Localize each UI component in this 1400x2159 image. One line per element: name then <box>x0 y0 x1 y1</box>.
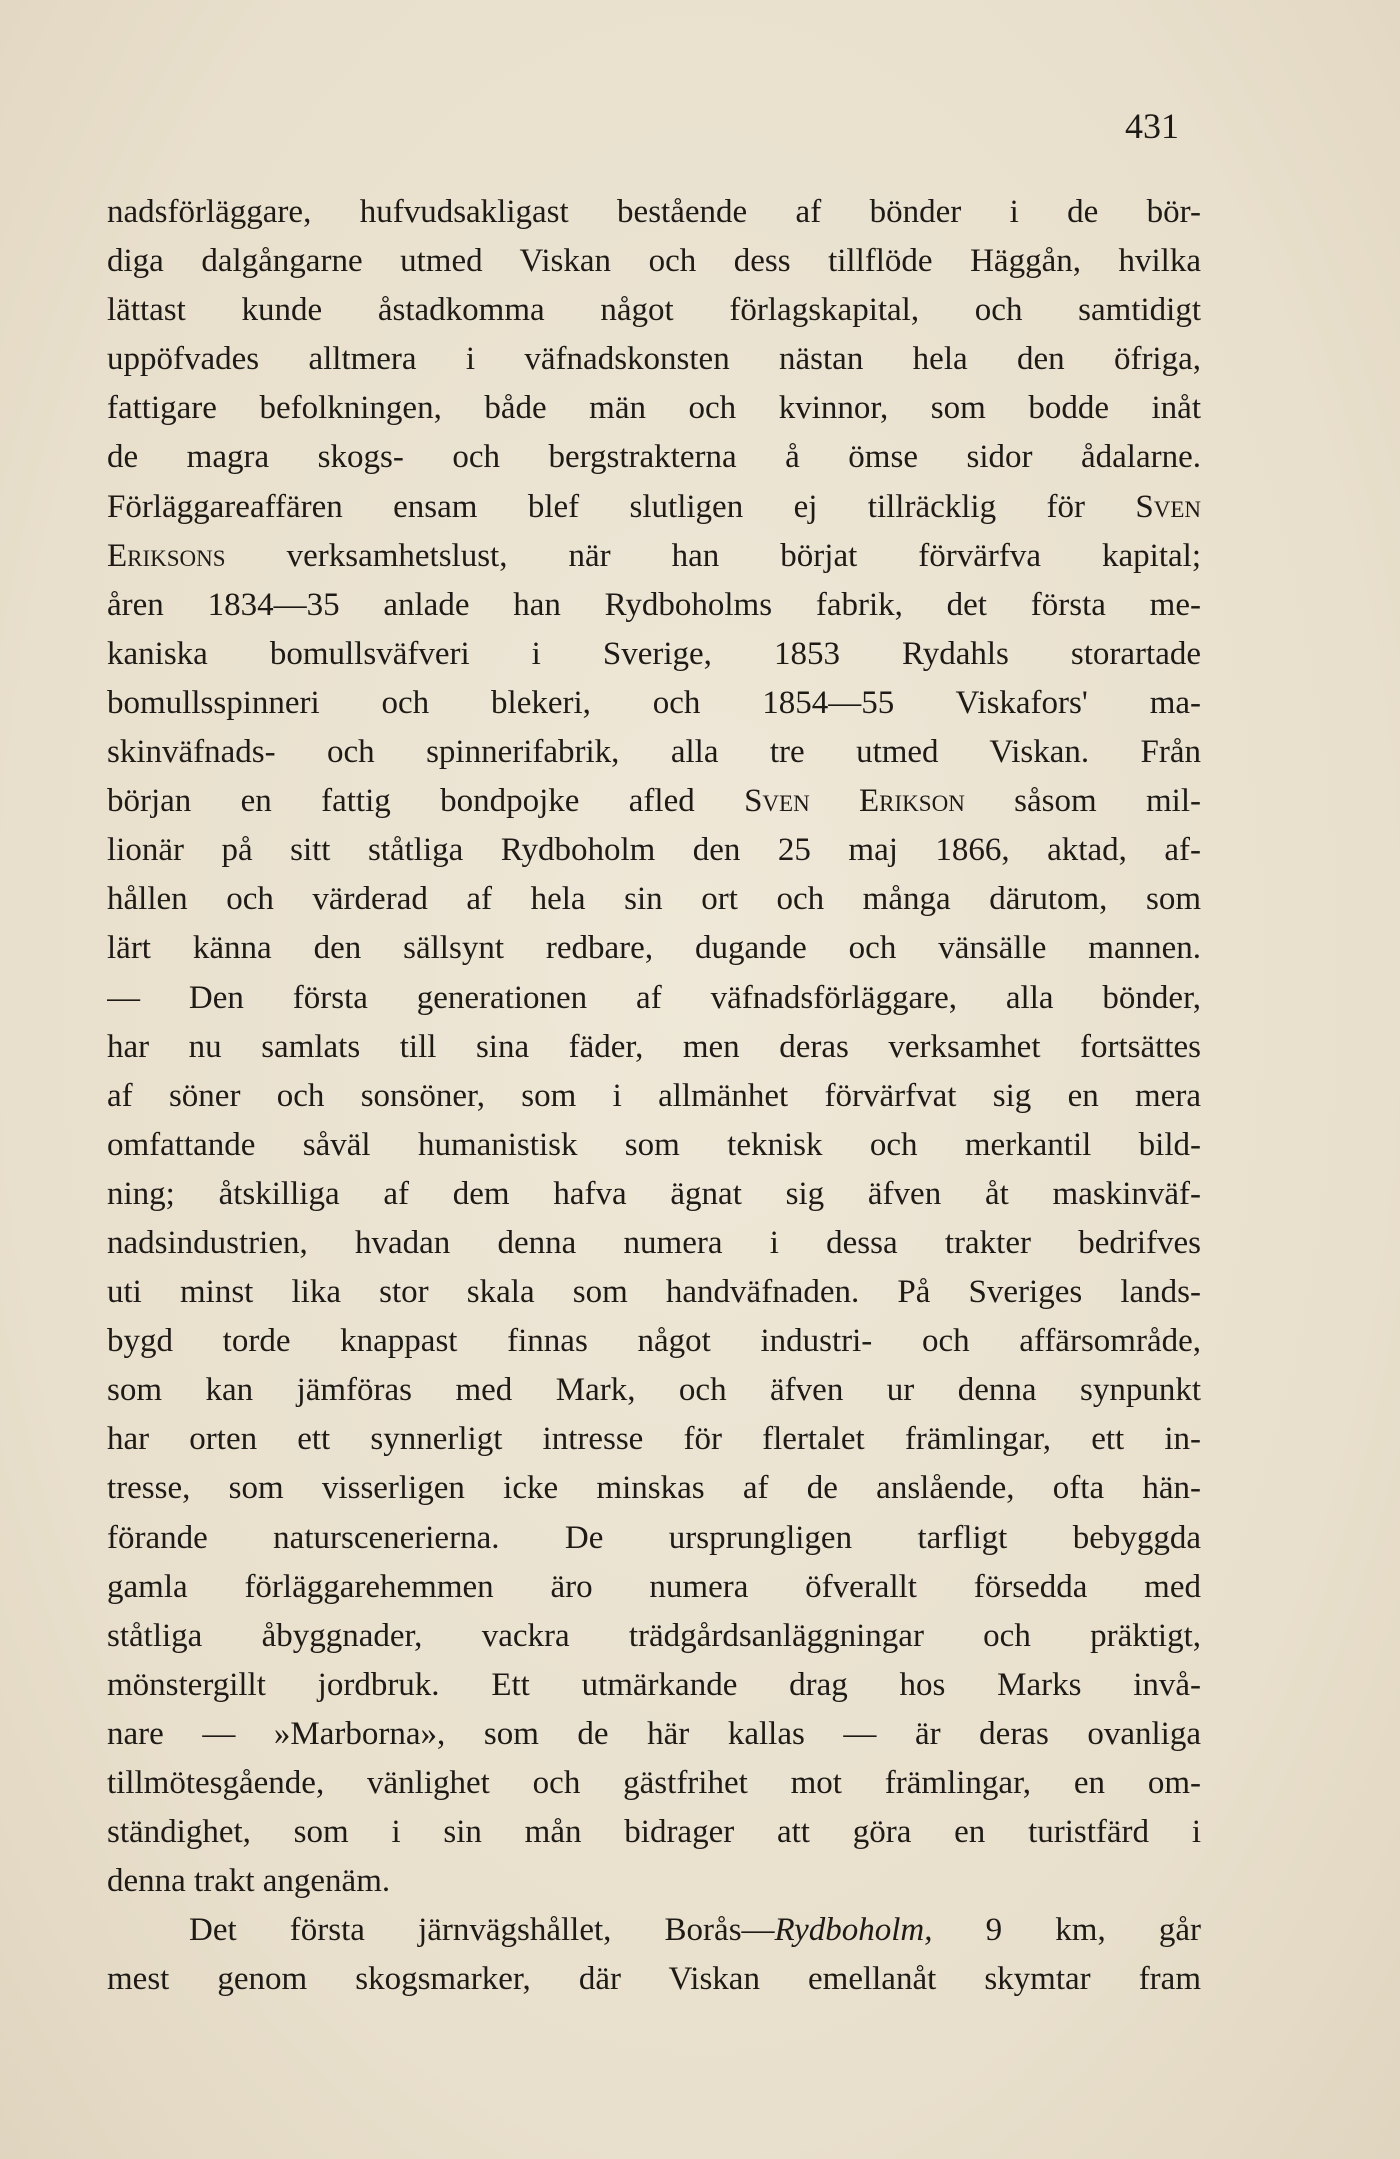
text-line <box>107 679 1201 728</box>
text-segment: nadsförläggare, hufvudsakligast bestående af bönder i de bör- <box>107 194 1201 230</box>
text-segment: Det första järnvägshållet, Borås— <box>189 1912 775 1949</box>
text-segment: kaniska bomullsväfveri i Sverige, 1853 Rydahls storartade <box>107 635 1201 672</box>
text-segment: lionär på sitt ståtliga Rydboholm den 25 maj 1866, aktad, af- <box>107 832 1201 869</box>
text-segment: Rydboholm, <box>774 1912 933 1949</box>
text-segment: gamla förläggarehemmen äro numera öfverallt försedda med <box>107 1568 1201 1605</box>
page-number: 431 <box>1125 106 1179 146</box>
text-line <box>107 1612 1201 1661</box>
text-segment: som kan jämföras med Mark, och äfven ur denna synpunkt <box>107 1372 1201 1409</box>
body-text <box>107 188 1201 2004</box>
text-line <box>107 1955 1201 2004</box>
text-segment: har orten ett synnerligt intresse för flertalet främlingar, ett in- <box>107 1421 1201 1458</box>
text-segment: uti minst lika stor skala som handväfnaden. På Sveriges lands- <box>107 1274 1201 1311</box>
text-line <box>107 875 1201 924</box>
text-line <box>107 433 1201 482</box>
text-segment: skinväfnads- och spinnerifabrik, alla tre utmed Viskan. Från <box>107 734 1201 771</box>
text-line <box>107 1906 1201 1955</box>
text-segment: mönstergillt jordbruk. Ett utmärkande drag hos Marks invå- <box>107 1666 1201 1703</box>
text-line <box>107 335 1201 384</box>
text-segment: tresse, som visserligen icke minskas af de anslående, ofta hän- <box>107 1470 1201 1507</box>
text-line <box>107 1464 1201 1513</box>
text-segment: förande naturscenerierna. De ursprungligen tarfligt bebyggda <box>107 1519 1201 1556</box>
text-line <box>107 1170 1201 1219</box>
text-line <box>107 777 1201 826</box>
text-line <box>107 1121 1201 1170</box>
text-line <box>107 581 1201 630</box>
text-segment: nare — »Marborna», som de här kallas — är deras ovanliga <box>107 1715 1201 1752</box>
text-segment: Förläggareaffären ensam blef slutligen ej tillräcklig för <box>107 488 1136 525</box>
text-segment: uppöfvades alltmera i väfnadskonsten nästan hela den öfriga, <box>107 341 1201 378</box>
text-line <box>107 1661 1201 1710</box>
text-segment: lättast kunde åstadkomma något förlagskapital, och samtidigt <box>107 292 1201 329</box>
text-line <box>107 1317 1201 1366</box>
text-segment: ståtliga åbyggnader, vackra trädgårdsanläggningar och präktigt, <box>107 1617 1201 1654</box>
text-line <box>107 1268 1201 1317</box>
text-segment: nadsindustrien, hvadan denna numera i dessa trakter bedrifves <box>107 1224 1201 1261</box>
text-segment: omfattande såväl humanistisk som teknisk och merkantil bild- <box>107 1126 1201 1163</box>
text-line <box>107 1710 1201 1759</box>
text-segment: diga dalgångarne utmed Viskan och dess tillflöde Häggån, hvilka <box>107 243 1201 280</box>
text-line <box>107 924 1201 973</box>
text-line <box>107 826 1201 875</box>
text-segment: hållen och värderad af hela sin ort och många därutom, som <box>107 881 1201 918</box>
text-line <box>107 1563 1201 1612</box>
text-segment: Sven <box>1135 488 1201 525</box>
text-segment: 9 km, går <box>932 1912 1201 1949</box>
text-line <box>107 384 1201 433</box>
text-segment: såsom mil- <box>964 783 1201 820</box>
text-segment: Sven Erikson <box>744 783 965 820</box>
text-line <box>107 1415 1201 1464</box>
text-line <box>107 1759 1201 1808</box>
text-segment: — Den första generationen af väfnadsförläggare, alla bönder, <box>107 979 1201 1016</box>
text-line <box>107 1857 1201 1906</box>
text-segment: af söner och sonsöner, som i allmänhet förvärfvat sig en mera <box>107 1077 1201 1114</box>
text-segment: bomullsspinneri och blekeri, och 1854—55 Viskafors' ma- <box>107 684 1201 721</box>
text-line <box>107 974 1201 1023</box>
text-line <box>107 1366 1201 1415</box>
text-line <box>107 532 1201 581</box>
text-segment: tillmötesgående, vänlighet och gästfrihet mot främlingar, en om- <box>107 1765 1201 1801</box>
text-segment: ning; åtskilliga af dem hafva ägnat sig äfven åt maskinväf- <box>107 1175 1201 1212</box>
text-segment: de magra skogs- och bergstrakterna å ömse sidor ådalarne. <box>107 439 1201 476</box>
text-segment: har nu samlats till sina fäder, men deras verksamhet fortsättes <box>107 1028 1201 1065</box>
text-line <box>107 1514 1201 1563</box>
text-segment: bygd torde knappast finnas något industri- och affärsområde, <box>107 1323 1201 1360</box>
text-line <box>107 630 1201 679</box>
text-segment: Eriksons <box>107 537 226 574</box>
text-segment: ständighet, som i sin mån bidrager att göra en turistfärd i <box>107 1814 1201 1851</box>
text-line <box>107 728 1201 777</box>
text-segment: denna trakt angenäm. <box>107 1863 391 1900</box>
text-line <box>107 1023 1201 1072</box>
text-segment: verksamhetslust, när han börjat förvärfva kapital; <box>225 537 1201 574</box>
text-segment: mest genom skogsmarker, där Viskan emellanåt skymtar fram <box>107 1961 1201 1998</box>
text-segment: fattigare befolkningen, både män och kvinnor, som bodde inåt <box>107 390 1201 427</box>
text-line <box>107 237 1201 286</box>
text-segment: lärt känna den sällsynt redbare, dugande och vänsälle mannen. <box>107 930 1201 967</box>
text-line <box>107 483 1201 532</box>
text-segment: åren 1834—35 anlade han Rydboholms fabrik, det första me- <box>107 586 1201 623</box>
text-line <box>107 188 1201 237</box>
text-line <box>107 1219 1201 1268</box>
text-segment: början en fattig bondpojke afled <box>107 783 745 820</box>
text-line <box>107 286 1201 335</box>
text-line <box>107 1072 1201 1121</box>
text-line <box>107 1808 1201 1857</box>
